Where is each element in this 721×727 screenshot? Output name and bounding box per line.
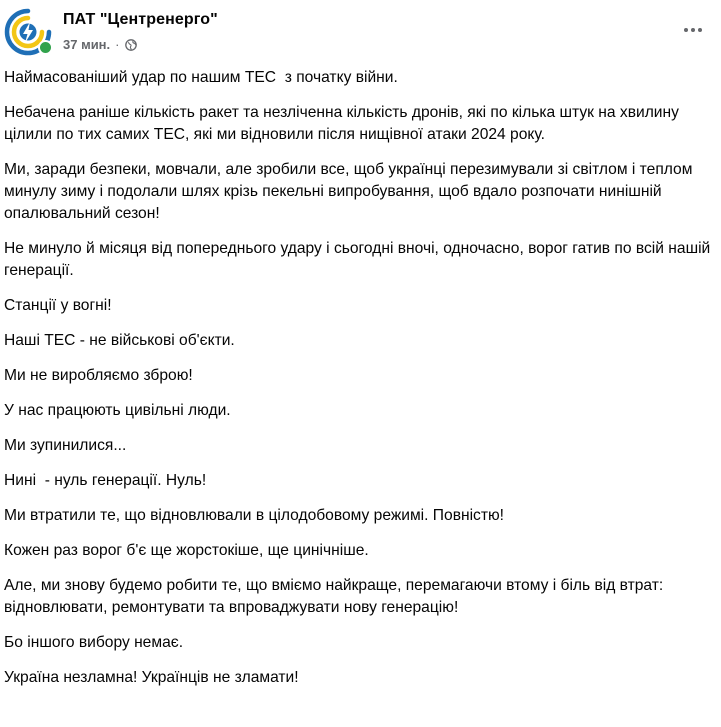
post-paragraph: Наші ТЕС - не військові об'єкти. — [4, 332, 235, 349]
author-avatar[interactable] — [4, 8, 52, 56]
post-paragraph: Ми зупинилися... — [4, 437, 127, 454]
more-dot — [691, 28, 695, 32]
post-text — [4, 67, 715, 702]
post-paragraph: Але, ми знову будемо робити те, що вміємо найкраще, перемагаючи втому і біль від втрат: відновлювати, ремонтувати та впроваджувати нову генерацію! — [4, 577, 668, 616]
post-paragraph: Ми, заради безпеки, мовчали, але зробили все, щоб українці перезимували зі світлом і теплом минулу зиму і подолали шлях крізь пекельні випробування, щоб вдало розпочати нинішній опалювальний сезон! — [4, 161, 697, 222]
more-horizontal-icon[interactable] — [679, 20, 707, 40]
post-header — [0, 0, 721, 64]
globe-icon[interactable] — [125, 39, 137, 51]
meta-separator: · — [115, 37, 120, 52]
post-paragraph: Наймасованіший удар по нашим ТЕС з початку війни. — [4, 69, 398, 86]
post-paragraph: Небачена раніше кількість ракет та незліченна кількість дронів, які по кілька штук на хвилину цілили по тих самих ТЕС, які ми відновили після нищівної атаки 2024 року. — [4, 104, 684, 143]
post-paragraph: Україна незламна! Українців не зламати! — [4, 669, 299, 686]
post-paragraph: Нині - нуль генерації. Нуль! — [4, 472, 207, 489]
author-name[interactable]: ПАТ "Центренерго" — [63, 11, 218, 28]
post-meta — [63, 37, 137, 52]
post-paragraph: У нас працюють цивільні люди. — [4, 402, 231, 419]
post-paragraph: Бо іншого вибору немає. — [4, 634, 184, 651]
post-paragraph: Станції у вогні! — [4, 297, 112, 314]
post-paragraph: Ми втратили те, що відновлювали в цілодобовому режимі. Повністю! — [4, 507, 505, 524]
more-dot — [698, 28, 702, 32]
post-paragraph: Не минуло й місяця від попереднього удару і сьогодні вночі, одночасно, ворог гатив по всій нашій генерації. — [4, 240, 715, 279]
more-dot — [684, 28, 688, 32]
post-timestamp[interactable]: 37 мин. — [63, 37, 111, 52]
online-status-dot — [38, 40, 53, 55]
post-paragraph: Ми не виробляємо зброю! — [4, 367, 193, 384]
post-paragraph: Кожен раз ворог б'є ще жорстокіше, ще цинічніше. — [4, 542, 369, 559]
